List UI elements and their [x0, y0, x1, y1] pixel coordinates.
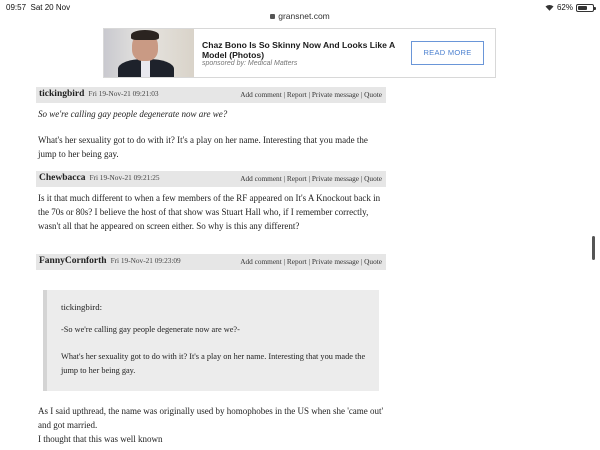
post-body [38, 404, 388, 446]
quote-line: -So we're calling gay people degenerate now are we?- [61, 325, 240, 334]
post-header [36, 87, 386, 103]
address-bar[interactable] [0, 11, 600, 21]
ad-title[interactable]: Chaz Bono Is So Skinny Now And Looks Like A Model (Photos) [202, 40, 395, 60]
ad-sponsor: sponsored by: Medical Matters [202, 60, 298, 67]
status-indicators [545, 3, 594, 12]
post-author[interactable]: Chewbacca [39, 173, 86, 183]
quote-link[interactable]: Quote [364, 90, 382, 99]
post-header [36, 171, 386, 187]
post-body [38, 107, 388, 161]
post-author[interactable]: tickingbird [39, 89, 85, 99]
report-link[interactable]: Report [286, 90, 307, 99]
post-header [36, 254, 386, 270]
report-link[interactable]: Report [286, 174, 307, 183]
add-comment-link[interactable]: Add comment [240, 257, 282, 266]
quote-author: tickingbird: [61, 302, 103, 312]
quote-text: What's her sexuality got to do with it? It's a play on her name. Interesting that you made the jump to her being gay. [61, 352, 366, 375]
ad-photo[interactable] [104, 29, 194, 77]
quote-link[interactable]: Quote [364, 257, 382, 266]
post-date: Fri 19-Nov-21 09:21:03 [88, 89, 159, 98]
scroll-indicator[interactable] [592, 236, 595, 260]
post-text: Is it that much different to when a few members of the RF appeared on It's A Knockout back in the 70s or 80s? I believe the host of that show was Stuart Hall who, if I remember correctly, wasn't all that he appeared on screen either. So why is this any different? [38, 193, 381, 231]
private-message-link[interactable]: Private message [311, 90, 360, 99]
status-bar [0, 0, 600, 20]
post-author[interactable]: FannyCornforth [39, 256, 107, 266]
post-text: I thought that this was well known [38, 434, 163, 444]
add-comment-link[interactable]: Add comment [240, 174, 282, 183]
post-actions: Add comment | Report | Private message | Quote [240, 174, 382, 183]
quoted-line: So we're calling gay people degenerate now are we? [38, 109, 228, 119]
quote-block [43, 290, 379, 391]
read-more-button[interactable]: READ MORE [411, 41, 484, 65]
battery-percent: 62% [556, 3, 573, 12]
post-text: As I said upthread, the name was originally used by homophobes in the US when she 'came out' and got married. [38, 406, 384, 430]
post-date: Fri 19-Nov-21 09:23:09 [110, 256, 181, 265]
report-link[interactable]: Report [286, 257, 307, 266]
battery-icon [576, 4, 594, 12]
quote-link[interactable]: Quote [364, 174, 382, 183]
post-actions: Add comment | Report | Private message | Quote [240, 90, 382, 99]
sponsored-ad[interactable] [103, 28, 496, 78]
status-time: 09:57 Sat 20 Nov [6, 3, 71, 12]
post-date: Fri 19-Nov-21 09:21:25 [89, 173, 160, 182]
wifi-icon [545, 4, 554, 11]
post-body [38, 191, 388, 233]
post-text: What's her sexuality got to do with it? It's a play on her name. Interesting that you made the jump to her being gay. [38, 135, 368, 159]
post-actions: Add comment | Report | Private message | Quote [240, 257, 382, 266]
lock-icon [270, 14, 275, 19]
private-message-link[interactable]: Private message [311, 257, 360, 266]
url-text: gransnet.com [278, 11, 330, 21]
private-message-link[interactable]: Private message [311, 174, 360, 183]
add-comment-link[interactable]: Add comment [240, 90, 282, 99]
